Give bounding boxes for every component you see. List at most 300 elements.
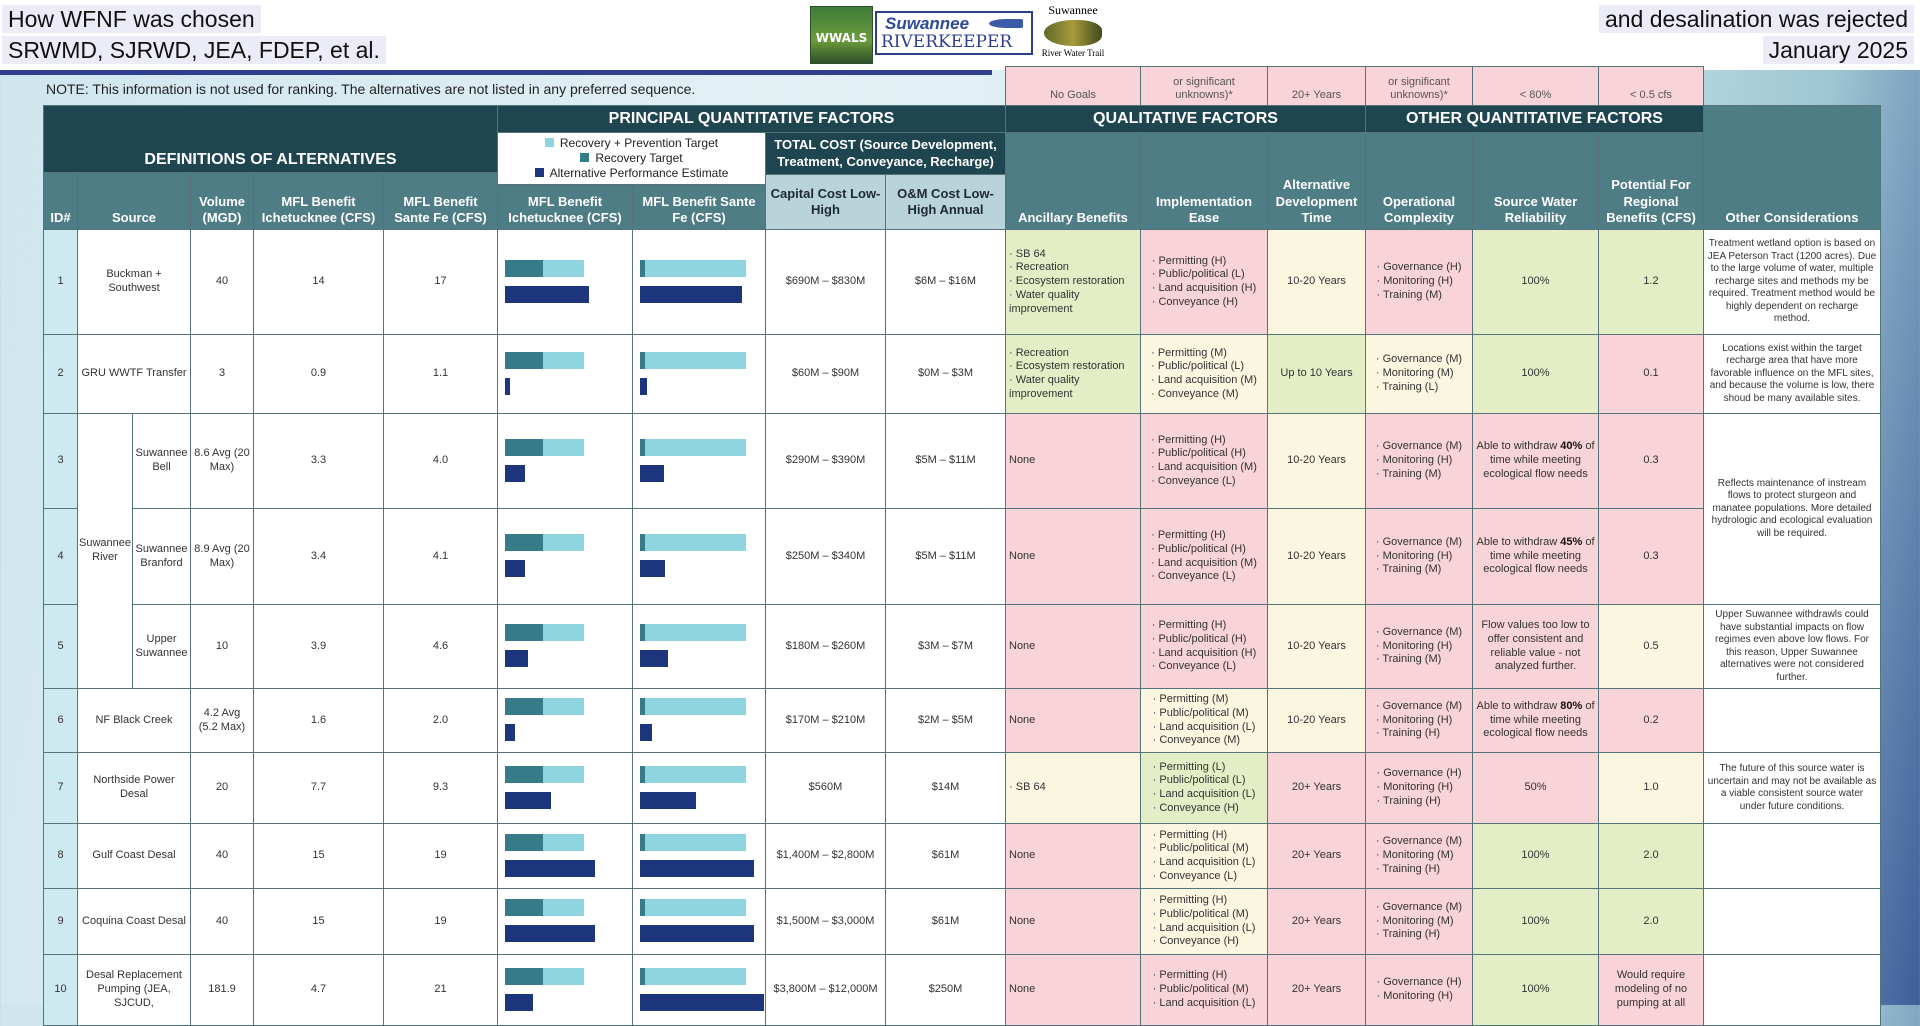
row-id: 2 bbox=[43, 334, 78, 414]
implementation-list-item: · Public/political (H) bbox=[1151, 543, 1257, 557]
operational-list-item: · Training (H) bbox=[1376, 928, 1462, 942]
operational-complexity-cell bbox=[1365, 413, 1473, 509]
operational-list-item: · Governance (H) bbox=[1377, 767, 1462, 781]
volume-cell: 8.6 Avg (20 Max) bbox=[190, 413, 254, 509]
performance-estimate-bar bbox=[505, 724, 515, 741]
performance-estimate-bar bbox=[640, 994, 764, 1011]
development-time-cell: 10-20 Years bbox=[1267, 229, 1366, 335]
implementation-list bbox=[1151, 434, 1257, 489]
operational-list-item: · Monitoring (M) bbox=[1376, 849, 1462, 863]
title-left-line1: How WFNF was chosen bbox=[2, 5, 261, 33]
ancillary-benefits-cell bbox=[1005, 888, 1141, 955]
performance-estimate-bar bbox=[505, 560, 525, 577]
ranking-note: NOTE: This information is not used for ranking. The alternatives are not listed in any preferred sequence. bbox=[46, 81, 696, 97]
legend-swatch bbox=[535, 168, 544, 177]
implementation-list-item: · Land acquisition (L) bbox=[1153, 788, 1256, 802]
ancillary-benefits-cell bbox=[1005, 752, 1141, 824]
column-header: ID# bbox=[43, 172, 78, 230]
performance-estimate-bar bbox=[505, 378, 510, 395]
bar-chart-cell bbox=[632, 954, 768, 1026]
operational-list-item: · Training (H) bbox=[1376, 727, 1462, 741]
recovery-prevention-target-bar bbox=[640, 766, 746, 783]
total-cost-header: TOTAL COST (Source Development, Treatment, Conveyance, Recharge) bbox=[765, 132, 1006, 175]
performance-estimate-bar bbox=[640, 650, 668, 667]
recovery-prevention-target-bar bbox=[640, 899, 746, 916]
operational-complexity-cell bbox=[1365, 508, 1473, 605]
reliability-prefix: 50% bbox=[1524, 781, 1547, 794]
om-cost-cell: $2M – $5M bbox=[885, 688, 1006, 753]
row-id: 4 bbox=[43, 508, 78, 605]
recovery-target-bar bbox=[640, 260, 645, 277]
source-cell: Northside Power Desal bbox=[77, 752, 191, 824]
bar-chart-cell bbox=[497, 413, 633, 509]
definitions-header: DEFINITIONS OF ALTERNATIVES bbox=[43, 105, 498, 173]
mfl-ichetucknee-cell: 15 bbox=[253, 888, 384, 955]
implementation-list-item: · Conveyance (L) bbox=[1151, 475, 1257, 489]
implementation-list-item: · Conveyance (L) bbox=[1151, 570, 1257, 584]
implementation-ease-cell bbox=[1140, 888, 1268, 955]
recovery-target-bar bbox=[505, 260, 543, 277]
column-header: Source bbox=[77, 172, 191, 230]
implementation-list-item: · Conveyance (L) bbox=[1153, 870, 1256, 884]
bar-chart-cell bbox=[632, 752, 768, 824]
reliability-text bbox=[1476, 536, 1595, 577]
criteria-cell: No Goals bbox=[1005, 66, 1141, 106]
ancillary-list bbox=[1009, 248, 1137, 317]
regional-benefits-cell: 2.0 bbox=[1598, 888, 1704, 955]
om-cost-cell: $5M – $11M bbox=[885, 508, 1006, 605]
column-header: Operational Complexity bbox=[1365, 132, 1473, 230]
om-cost-cell: $3M – $7M bbox=[885, 604, 1006, 689]
qualitative-header: QUALITATIVE FACTORS bbox=[1005, 105, 1366, 133]
reliability-prefix: Able to withdraw bbox=[1476, 440, 1561, 453]
row-id: 1 bbox=[43, 229, 78, 335]
legend-label: Alternative Performance Estimate bbox=[549, 166, 729, 180]
column-header: MFL Benefit Ichetucknee (CFS) bbox=[253, 172, 384, 230]
volume-cell: 8.9 Avg (20 Max) bbox=[190, 508, 254, 605]
operational-list-item: · Governance (M) bbox=[1376, 440, 1462, 454]
capital-cost-cell: $690M – $830M bbox=[765, 229, 886, 335]
source-group-cell: Suwannee River bbox=[77, 413, 133, 689]
recovery-prevention-target-bar bbox=[640, 439, 746, 456]
other-considerations-cell bbox=[1703, 823, 1881, 889]
bar-chart-cell bbox=[497, 954, 633, 1026]
capital-cost-cell: $560M bbox=[765, 752, 886, 824]
other-considerations-cell: Locations exist within the target recharge area that have more favorable influence on the MFL sites, and because the volume is low, there shoud be many available sites. bbox=[1703, 334, 1881, 414]
recovery-prevention-target-bar bbox=[640, 534, 746, 551]
recovery-target-bar bbox=[640, 352, 645, 369]
development-time-cell: 20+ Years bbox=[1267, 823, 1366, 889]
implementation-list-item: · Permitting (H) bbox=[1153, 969, 1256, 983]
recovery-target-bar bbox=[505, 766, 543, 783]
operational-list-item: · Monitoring (H) bbox=[1377, 990, 1462, 1004]
performance-estimate-bar bbox=[640, 724, 652, 741]
criteria-cell: 20+ Years bbox=[1267, 66, 1366, 106]
mfl-ichetucknee-cell: 3.9 bbox=[253, 604, 384, 689]
operational-list bbox=[1376, 536, 1462, 577]
capital-cost-cell: $290M – $390M bbox=[765, 413, 886, 509]
recovery-prevention-target-bar bbox=[640, 260, 746, 277]
development-time-cell: 20+ Years bbox=[1267, 752, 1366, 824]
recovery-target-bar bbox=[640, 439, 645, 456]
operational-list-item: · Training (M) bbox=[1377, 289, 1462, 303]
reliability-cell bbox=[1472, 229, 1599, 335]
ancillary-text: None bbox=[1009, 983, 1036, 996]
ancillary-text: None bbox=[1009, 639, 1036, 652]
capital-cost-cell: $170M – $210M bbox=[765, 688, 886, 753]
implementation-list bbox=[1151, 529, 1257, 584]
mfl-ichetucknee-cell: 3.4 bbox=[253, 508, 384, 605]
operational-list-item: · Monitoring (H) bbox=[1377, 781, 1462, 795]
reliability-prefix: 100% bbox=[1521, 275, 1550, 288]
row-id: 6 bbox=[43, 688, 78, 753]
performance-estimate-bar bbox=[505, 650, 528, 667]
ancillary-text: None bbox=[1009, 849, 1036, 862]
implementation-ease-cell bbox=[1140, 823, 1268, 889]
development-time-cell: 20+ Years bbox=[1267, 888, 1366, 955]
operational-list-item: · Training (H) bbox=[1376, 863, 1462, 877]
mfl-santa-fe-cell: 17 bbox=[383, 229, 498, 335]
recovery-target-bar bbox=[640, 968, 645, 985]
operational-list-item: · Training (H) bbox=[1377, 795, 1462, 809]
ancillary-list-item: · Recreation bbox=[1009, 261, 1137, 275]
recovery-target-bar bbox=[640, 766, 645, 783]
sturgeon-icon bbox=[989, 19, 1023, 28]
reliability-percent: 80% bbox=[1560, 699, 1583, 712]
wwals-logo bbox=[810, 6, 873, 64]
implementation-list-item: · Public/political (M) bbox=[1153, 908, 1256, 922]
column-header: Volume (MGD) bbox=[190, 172, 254, 230]
row-id: 5 bbox=[43, 604, 78, 689]
operational-list-item: · Monitoring (H) bbox=[1376, 640, 1462, 654]
om-cost-cell: $61M bbox=[885, 823, 1006, 889]
implementation-ease-cell bbox=[1140, 954, 1268, 1026]
bar-chart-cell bbox=[632, 413, 768, 509]
ancillary-list-item: · SB 64 bbox=[1009, 248, 1137, 262]
implementation-list-item: · Land acquisition (H) bbox=[1152, 282, 1257, 296]
implementation-list-item: · Conveyance (M) bbox=[1151, 388, 1257, 402]
reliability-cell bbox=[1472, 888, 1599, 955]
ancillary-benefits-cell bbox=[1005, 954, 1141, 1026]
implementation-ease-cell bbox=[1140, 334, 1268, 414]
bar-chart-cell bbox=[632, 334, 768, 414]
source-cell: Desal Replacement Pumping (JEA, SJCUD, bbox=[77, 954, 191, 1026]
recovery-target-bar bbox=[640, 534, 645, 551]
implementation-list-item: · Public/political (H) bbox=[1151, 447, 1257, 461]
performance-estimate-bar bbox=[505, 994, 533, 1011]
implementation-list bbox=[1153, 969, 1256, 1010]
bar-chart-cell bbox=[632, 229, 768, 335]
mfl-santa-fe-cell: 4.0 bbox=[383, 413, 498, 509]
operational-list-item: · Governance (M) bbox=[1376, 626, 1462, 640]
performance-estimate-bar bbox=[505, 925, 595, 942]
operational-list-item: · Monitoring (M) bbox=[1376, 367, 1462, 381]
bar-chart-cell bbox=[632, 508, 768, 605]
operational-list-item: · Governance (H) bbox=[1377, 261, 1462, 275]
capital-cost-cell: $250M – $340M bbox=[765, 508, 886, 605]
implementation-list-item: · Public/political (L) bbox=[1152, 268, 1257, 282]
performance-estimate-bar bbox=[505, 286, 589, 303]
legend-item bbox=[535, 166, 729, 181]
mfl-ichetucknee-cell: 1.6 bbox=[253, 688, 384, 753]
implementation-ease-cell bbox=[1140, 604, 1268, 689]
operational-list bbox=[1376, 901, 1462, 942]
ancillary-benefits-cell bbox=[1005, 413, 1141, 509]
reliability-cell bbox=[1472, 752, 1599, 824]
column-header: O&M Cost Low-High Annual bbox=[885, 174, 1006, 230]
regional-benefits-cell: 0.3 bbox=[1598, 508, 1704, 605]
reliability-text bbox=[1476, 440, 1595, 481]
development-time-cell: 10-20 Years bbox=[1267, 413, 1366, 509]
performance-estimate-bar bbox=[640, 792, 696, 809]
other-considerations-cell: Reflects maintenance of instream flows to protect sturgeon and manatee populations. More detailed hydrologic and ecological evaluation will be required. bbox=[1703, 413, 1881, 605]
operational-list-item: · Governance (M) bbox=[1376, 353, 1462, 367]
mfl-santa-fe-cell: 2.0 bbox=[383, 688, 498, 753]
other-considerations-cell bbox=[1703, 954, 1881, 1026]
performance-estimate-bar bbox=[505, 860, 595, 877]
operational-list-item: · Governance (M) bbox=[1376, 536, 1462, 550]
water-trail-logo-line2: River Water Trail bbox=[1041, 48, 1105, 58]
operational-list-item: · Training (L) bbox=[1376, 381, 1462, 395]
row-id: 7 bbox=[43, 752, 78, 824]
recovery-target-bar bbox=[640, 834, 645, 851]
implementation-list-item: · Land acquisition (L) bbox=[1153, 856, 1256, 870]
legend-item bbox=[545, 136, 718, 151]
column-header: MFL Benefit Sante Fe (CFS) bbox=[632, 184, 766, 230]
operational-list-item: · Governance (M) bbox=[1376, 700, 1462, 714]
riverkeeper-logo-line1: Suwannee bbox=[885, 14, 970, 33]
implementation-ease-cell bbox=[1140, 508, 1268, 605]
regional-benefits-cell: 0.2 bbox=[1598, 688, 1704, 753]
ancillary-benefits-cell bbox=[1005, 688, 1141, 753]
operational-list-item: · Governance (H) bbox=[1377, 976, 1462, 990]
title-right-line1: and desalination was rejected bbox=[1599, 5, 1914, 33]
implementation-list-item: · Conveyance (H) bbox=[1153, 935, 1256, 949]
legend bbox=[497, 132, 766, 185]
reliability-cell bbox=[1472, 413, 1599, 509]
criteria-cell: < 80% bbox=[1472, 66, 1599, 106]
reliability-prefix: Able to withdraw bbox=[1476, 535, 1561, 548]
mfl-ichetucknee-cell: 3.3 bbox=[253, 413, 384, 509]
reliability-prefix: 100% bbox=[1521, 914, 1550, 927]
legend-swatch bbox=[545, 138, 554, 147]
reliability-percent: 40% bbox=[1560, 440, 1583, 453]
operational-list-item: · Monitoring (H) bbox=[1377, 275, 1462, 289]
other-considerations-cell bbox=[1703, 888, 1881, 955]
operational-complexity-cell bbox=[1365, 752, 1473, 824]
wwals-logo-text: WWALS bbox=[815, 31, 868, 45]
implementation-list bbox=[1152, 255, 1257, 310]
mfl-santa-fe-cell: 19 bbox=[383, 888, 498, 955]
source-cell: Upper Suwannee bbox=[132, 604, 191, 689]
other-considerations-cell bbox=[1703, 688, 1881, 753]
volume-cell: 10 bbox=[190, 604, 254, 689]
mfl-santa-fe-cell: 1.1 bbox=[383, 334, 498, 414]
ancillary-benefits-cell bbox=[1005, 604, 1141, 689]
recovery-target-bar bbox=[505, 899, 543, 916]
implementation-list-item: · Permitting (M) bbox=[1153, 693, 1256, 707]
operational-complexity-cell bbox=[1365, 604, 1473, 689]
recovery-prevention-target-bar bbox=[640, 698, 746, 715]
reliability-cell bbox=[1472, 688, 1599, 753]
source-cell: Gulf Coast Desal bbox=[77, 823, 191, 889]
volume-cell: 40 bbox=[190, 823, 254, 889]
riverkeeper-logo bbox=[875, 11, 1033, 55]
implementation-list-item: · Land acquisition (L) bbox=[1153, 997, 1256, 1011]
criteria-cell: or significant unknowns)* bbox=[1365, 66, 1473, 106]
reliability-cell bbox=[1472, 954, 1599, 1026]
other-considerations-cell: Upper Suwannee withdrawls could have substantial impacts on flow regimes even above low flows. For this reason, Upper Suwannee alternatives were not considered further. bbox=[1703, 604, 1881, 689]
recovery-target-bar bbox=[505, 352, 543, 369]
reliability-text bbox=[1521, 367, 1549, 381]
implementation-ease-cell bbox=[1140, 688, 1268, 753]
ancillary-list-item: · SB 64 bbox=[1009, 781, 1046, 795]
operational-list-item: · Monitoring (M) bbox=[1376, 915, 1462, 929]
implementation-list-item: · Public/political (H) bbox=[1152, 633, 1257, 647]
volume-cell: 40 bbox=[190, 229, 254, 335]
operational-complexity-cell bbox=[1365, 229, 1473, 335]
legend-label: Recovery + Prevention Target bbox=[559, 136, 719, 150]
performance-estimate-bar bbox=[640, 925, 754, 942]
reliability-suffix: of time while meeting ecological flow needs bbox=[1483, 535, 1595, 576]
implementation-list-item: · Land acquisition (H) bbox=[1152, 647, 1257, 661]
om-cost-cell: $14M bbox=[885, 752, 1006, 824]
performance-estimate-bar bbox=[640, 465, 664, 482]
water-trail-logo bbox=[1036, 3, 1110, 65]
reliability-text bbox=[1521, 849, 1549, 863]
water-trail-logo-line1: Suwannee bbox=[1048, 3, 1098, 17]
implementation-list-item: · Permitting (H) bbox=[1152, 619, 1257, 633]
source-cell: NF Black Creek bbox=[77, 688, 191, 753]
implementation-list-item: · Public/political (M) bbox=[1153, 842, 1256, 856]
mfl-ichetucknee-cell: 14 bbox=[253, 229, 384, 335]
column-header: Ancillary Benefits bbox=[1005, 132, 1141, 230]
title-right-line2: January 2025 bbox=[1763, 36, 1914, 64]
implementation-list-item: · Conveyance (L) bbox=[1152, 660, 1257, 674]
recovery-target-bar bbox=[505, 624, 543, 641]
ancillary-list-item: · Ecosystem restoration bbox=[1009, 360, 1137, 374]
capital-cost-cell: $60M – $90M bbox=[765, 334, 886, 414]
ancillary-list-item: · Ecosystem restoration bbox=[1009, 275, 1137, 289]
source-cell: Buckman + Southwest bbox=[77, 229, 191, 335]
implementation-list-item: · Permitting (H) bbox=[1151, 434, 1257, 448]
recovery-target-bar bbox=[505, 698, 543, 715]
reliability-suffix: of time while meeting ecological flow needs bbox=[1483, 699, 1595, 740]
implementation-list bbox=[1151, 347, 1257, 402]
implementation-list-item: · Public/political (L) bbox=[1153, 774, 1256, 788]
recovery-target-bar bbox=[505, 534, 543, 551]
implementation-ease-cell bbox=[1140, 413, 1268, 509]
header-divider bbox=[0, 70, 992, 75]
recovery-target-bar bbox=[505, 968, 543, 985]
regional-benefits-cell: 2.0 bbox=[1598, 823, 1704, 889]
ancillary-list-item: · Water quality improvement bbox=[1009, 374, 1137, 402]
column-header: MFL Benefit Ichetucknee (CFS) bbox=[497, 184, 633, 230]
mfl-santa-fe-cell: 4.6 bbox=[383, 604, 498, 689]
operational-complexity-cell bbox=[1365, 888, 1473, 955]
performance-estimate-bar bbox=[640, 860, 754, 877]
om-cost-cell: $6M – $16M bbox=[885, 229, 1006, 335]
regional-benefits-cell: 0.1 bbox=[1598, 334, 1704, 414]
riverkeeper-logo-line2: RIVERKEEPER bbox=[881, 32, 1013, 52]
implementation-list-item: · Permitting (H) bbox=[1151, 529, 1257, 543]
operational-list bbox=[1376, 440, 1462, 481]
bar-chart-cell bbox=[497, 508, 633, 605]
bar-chart-cell bbox=[497, 604, 633, 689]
reliability-cell bbox=[1472, 334, 1599, 414]
mfl-ichetucknee-cell: 15 bbox=[253, 823, 384, 889]
row-id: 10 bbox=[43, 954, 78, 1026]
other-considerations-cell: The future of this source water is uncertain and may not be available as a viable consistent source water under future conditions. bbox=[1703, 752, 1881, 824]
recovery-target-bar bbox=[505, 439, 543, 456]
operational-list bbox=[1376, 353, 1462, 394]
operational-list bbox=[1377, 261, 1462, 302]
reliability-text bbox=[1524, 781, 1546, 795]
ancillary-benefits-cell bbox=[1005, 823, 1141, 889]
bar-chart-cell bbox=[497, 229, 633, 335]
development-time-cell: 10-20 Years bbox=[1267, 688, 1366, 753]
operational-complexity-cell bbox=[1365, 823, 1473, 889]
row-id: 8 bbox=[43, 823, 78, 889]
reliability-cell bbox=[1472, 508, 1599, 605]
operational-complexity-cell bbox=[1365, 334, 1473, 414]
other-quantitative-header: OTHER QUANTITATIVE FACTORS bbox=[1365, 105, 1704, 133]
column-header: Capital Cost Low-High bbox=[765, 174, 886, 230]
operational-list bbox=[1376, 700, 1462, 741]
implementation-list-item: · Conveyance (M) bbox=[1153, 734, 1256, 748]
ancillary-benefits-cell bbox=[1005, 334, 1141, 414]
row-id: 3 bbox=[43, 413, 78, 509]
ancillary-benefits-cell bbox=[1005, 229, 1141, 335]
implementation-list-item: · Public/political (M) bbox=[1153, 707, 1256, 721]
mfl-santa-fe-cell: 9.3 bbox=[383, 752, 498, 824]
implementation-list-item: · Conveyance (H) bbox=[1153, 802, 1256, 816]
mfl-ichetucknee-cell: 7.7 bbox=[253, 752, 384, 824]
mfl-ichetucknee-cell: 0.9 bbox=[253, 334, 384, 414]
regional-benefits-cell: 1.0 bbox=[1598, 752, 1704, 824]
implementation-list-item: · Permitting (M) bbox=[1151, 347, 1257, 361]
development-time-cell: 20+ Years bbox=[1267, 954, 1366, 1026]
operational-list bbox=[1376, 626, 1462, 667]
om-cost-cell: $250M bbox=[885, 954, 1006, 1026]
implementation-list bbox=[1153, 894, 1256, 949]
implementation-list-item: · Land acquisition (M) bbox=[1151, 557, 1257, 571]
om-cost-cell: $61M bbox=[885, 888, 1006, 955]
reliability-text bbox=[1521, 915, 1549, 929]
implementation-list-item: · Permitting (H) bbox=[1153, 829, 1256, 843]
performance-estimate-bar bbox=[640, 378, 647, 395]
implementation-list-item: · Land acquisition (L) bbox=[1153, 721, 1256, 735]
implementation-list-item: · Conveyance (H) bbox=[1152, 296, 1257, 310]
implementation-list-item: · Permitting (H) bbox=[1153, 894, 1256, 908]
development-time-cell: 10-20 Years bbox=[1267, 604, 1366, 689]
implementation-list-item: · Public/political (M) bbox=[1153, 983, 1256, 997]
reliability-percent: 45% bbox=[1560, 535, 1583, 548]
operational-list-item: · Training (M) bbox=[1376, 653, 1462, 667]
om-cost-cell: $5M – $11M bbox=[885, 413, 1006, 509]
source-cell: Suwannee Bell bbox=[132, 413, 191, 509]
source-cell: GRU WWTF Transfer bbox=[77, 334, 191, 414]
reliability-cell bbox=[1472, 823, 1599, 889]
recovery-target-bar bbox=[505, 834, 543, 851]
volume-cell: 3 bbox=[190, 334, 254, 414]
capital-cost-cell: $180M – $260M bbox=[765, 604, 886, 689]
bass-fish-icon bbox=[1044, 20, 1102, 46]
column-header: Source Water Reliability bbox=[1472, 132, 1599, 230]
operational-list-item: · Governance (M) bbox=[1376, 901, 1462, 915]
reliability-text bbox=[1521, 275, 1549, 289]
recovery-prevention-target-bar bbox=[640, 624, 746, 641]
